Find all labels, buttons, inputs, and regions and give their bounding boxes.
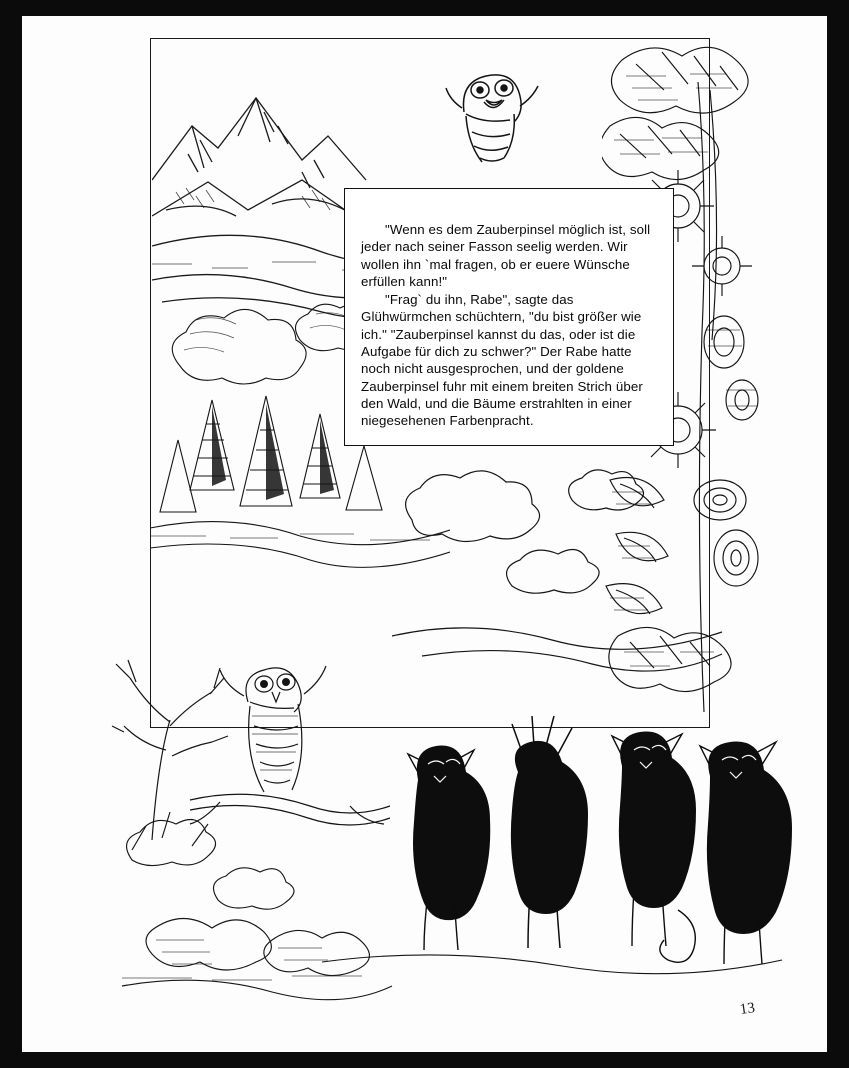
page-sheet (22, 16, 827, 1052)
story-text-panel (344, 188, 674, 446)
story-paragraph-1: "Wenn es dem Zauberpinsel möglich ist, soll jeder nach seiner Fasson seelig werden. Wir wollen ihn `mal fragen, ob er euere Wünsche erfüllen kann!" (361, 222, 655, 289)
bare-tree (106, 630, 266, 850)
illustration (92, 30, 782, 995)
page-content-area (22, 16, 827, 1052)
page-number: 13 (738, 1000, 756, 1018)
story-paragraph-2: "Frag` du ihn, Rabe", sagte das Glühwürmchen schüchtern, "du bist größer wie ich." "Zauberpinsel kannst du das, oder ist die Aufgabe für dich zu schwer?" Der Rabe hatte noch nicht ausgesprochen, und der goldene Zauberpinsel fuhr mit einem breiten Strich über den Wald, und die Bäume erstrahlten in einer niegesehenen Farbenpracht. (361, 292, 647, 429)
